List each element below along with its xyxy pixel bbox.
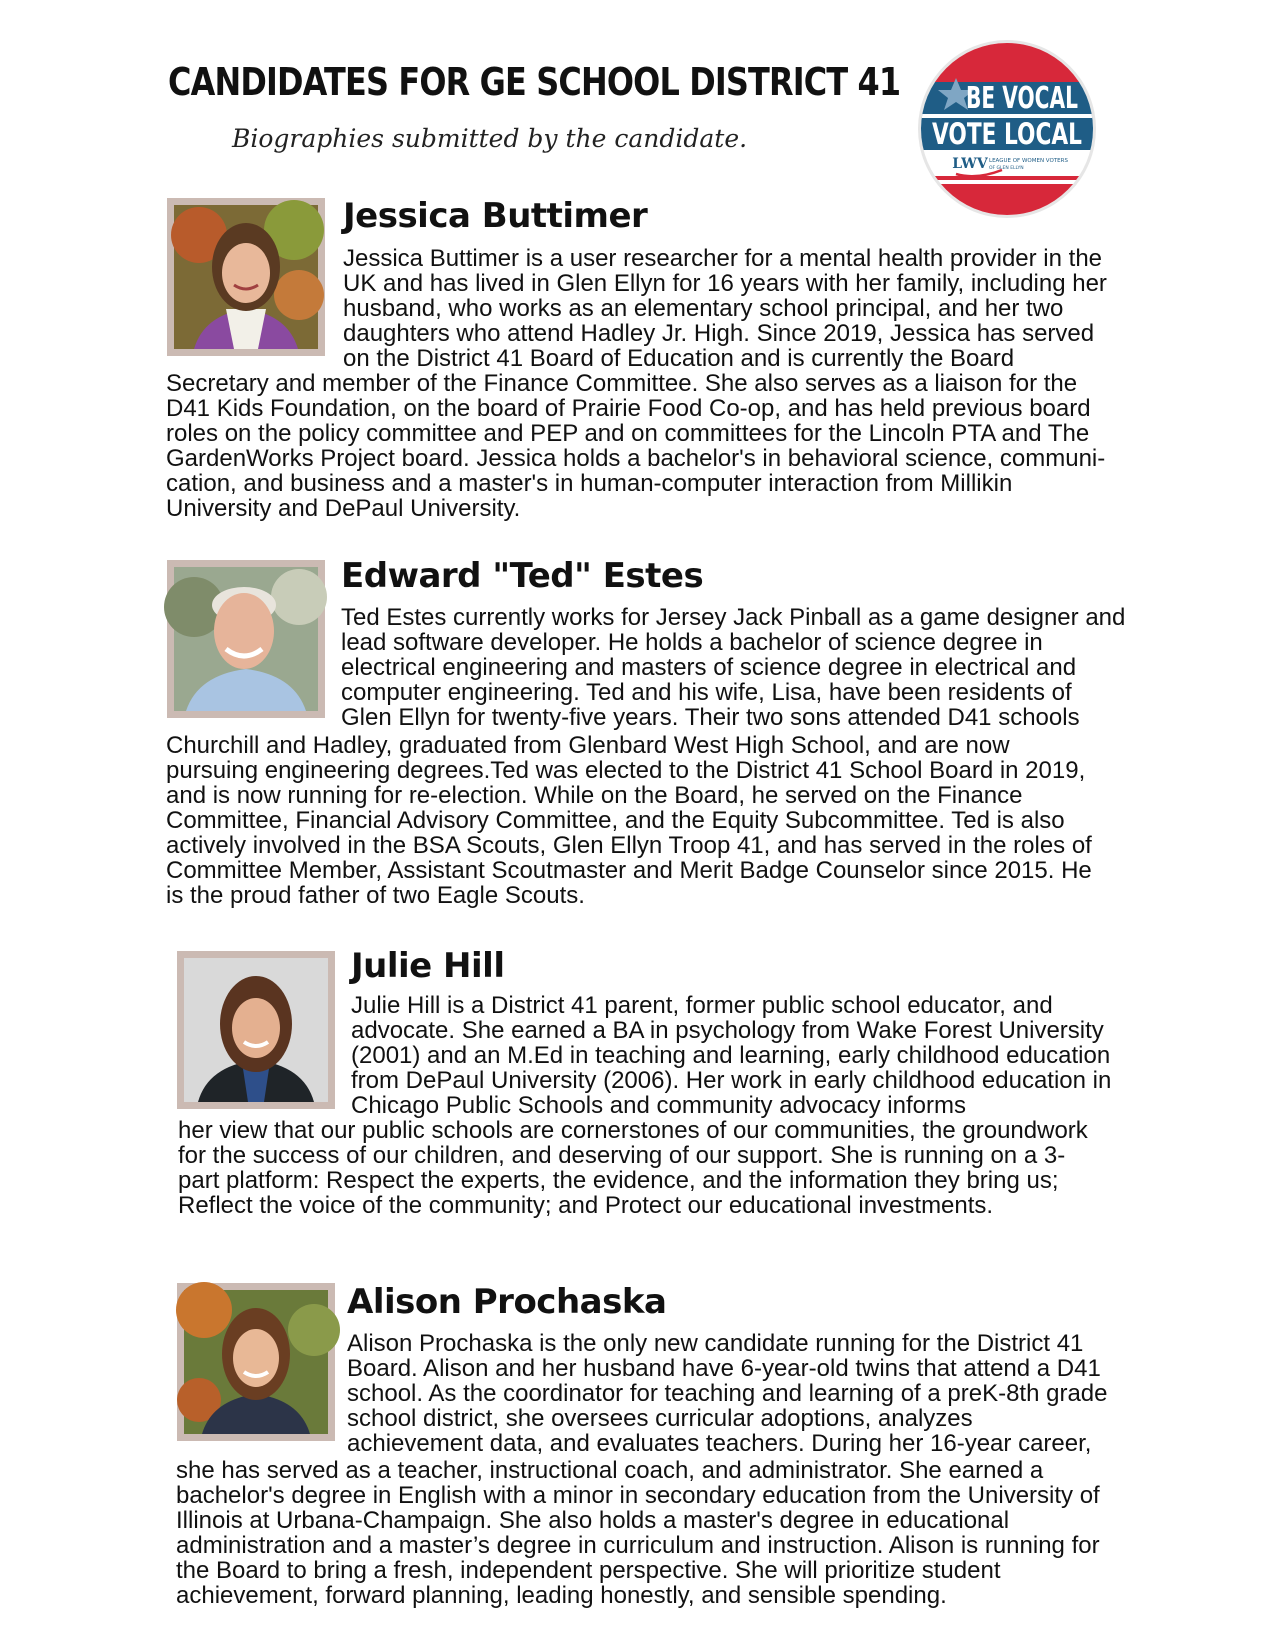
bio-line: D41 Kids Foundation, on the board of Prairie Food Co-op, and has held previous board <box>166 395 1091 422</box>
bio-line: is the proud father of two Eagle Scouts. <box>166 882 585 909</box>
bio-line: bachelor's degree in English with a minor in secondary education from the University of <box>176 1482 1100 1509</box>
logo-org-abbr: LWV <box>952 156 988 172</box>
bio-line: Board. Alison and her husband have 6-year-old twins that attend a D41 <box>347 1355 1101 1382</box>
bio-line: Churchill and Hadley, graduated from Glenbard West High School, and are now <box>166 732 1010 759</box>
page-title: CANDIDATES FOR GE SCHOOL DISTRICT 41 <box>168 60 901 104</box>
logo-line-1: BE VOCAL <box>966 81 1078 116</box>
bio-line: Julie Hill is a District 41 parent, former public school educator, and <box>351 992 1053 1019</box>
bio-line: cation, and business and a master's in human-computer interaction from Millikin <box>166 470 1013 497</box>
bio-line: GardenWorks Project board. Jessica holds a bachelor's in behavioral science, communi- <box>166 445 1106 472</box>
bio-line: husband, who works as an elementary school principal, and her two <box>343 295 1064 322</box>
bio-line: her view that our public schools are cornerstones of our communities, the groundwork <box>178 1117 1088 1144</box>
bio-line: Jessica Buttimer is a user researcher for a mental health provider in the <box>343 245 1103 272</box>
be-vocal-vote-local-logo <box>916 38 1098 220</box>
bio-line: Committee, Financial Advisory Committee, and the Equity Subcommittee. Ted is also <box>166 807 1065 834</box>
bio-line: Secretary and member of the Finance Committee. She also serves as a liaison for the <box>166 370 1078 397</box>
candidate-name: Julie Hill <box>351 946 505 986</box>
bio-line: roles on the policy committee and PEP and on committees for the Lincoln PTA and The <box>166 420 1090 447</box>
bio-line: (2001) and an M.Ed in teaching and learning, early childhood education <box>351 1042 1111 1069</box>
bio-line: pursuing engineering degrees.Ted was elected to the District 41 School Board in 2019, <box>166 757 1086 784</box>
bio-line: achievement, forward planning, leading honestly, and sensible spending. <box>176 1582 947 1609</box>
bio-line: Illinois at Urbana-Champaign. She also holds a master's degree in educational <box>176 1507 1010 1534</box>
bio-line: University and DePaul University. <box>166 495 521 522</box>
logo-org-name: LEAGUE OF WOMEN VOTERS <box>989 158 1068 164</box>
bio-line: UK and has lived in Glen Ellyn for 16 years with her family, including her <box>343 270 1107 297</box>
bio-line: Reflect the voice of the community; and Protect our educational investments. <box>178 1192 994 1219</box>
bio-line: school. As the coordinator for teaching and learning of a preK-8th grade <box>347 1380 1108 1407</box>
bio-line: on the District 41 Board of Education and is currently the Board <box>343 345 1015 372</box>
logo-org-sub: OF GLEN ELLYN <box>989 166 1024 171</box>
bio-line: for the success of our children, and deserving of our support. She is running on a 3- <box>178 1142 1066 1169</box>
logo-line-2: VOTE LOCAL <box>932 117 1082 151</box>
bio-line: daughters who attend Hadley Jr. High. Since 2019, Jessica has served <box>343 320 1095 347</box>
bio-line: administration and a master’s degree in curriculum and instruction. Alison is running for <box>176 1532 1100 1559</box>
bio-line: from DePaul University (2006). Her work in early childhood education in <box>351 1067 1112 1094</box>
bio-line: actively involved in the BSA Scouts, Glen Ellyn Troop 41, and has served in the roles of <box>166 832 1092 859</box>
bio-line: part platform: Respect the experts, the evidence, and the information they bring us; <box>178 1167 1059 1194</box>
candidate-photo <box>167 560 325 718</box>
candidate-name: Jessica Buttimer <box>343 196 648 236</box>
bio-line: electrical engineering and masters of science degree in electrical and <box>341 654 1077 681</box>
bio-line: Committee Member, Assistant Scoutmaster and Merit Badge Counselor since 2015. He <box>166 857 1092 884</box>
page-subtitle: Biographies submitted by the candidate. <box>232 124 748 153</box>
bio-line: achievement data, and evaluates teachers. During her 16-year career, <box>347 1430 1092 1457</box>
bio-line: Glen Ellyn for twenty-five years. Their two sons attended D41 schools <box>341 704 1080 731</box>
bio-line: Chicago Public Schools and community advocacy informs <box>351 1092 966 1119</box>
bio-line: and is now running for re-election. While on the Board, he served on the Finance <box>166 782 1023 809</box>
bio-line: the Board to bring a fresh, independent perspective. She will prioritize student <box>176 1557 1001 1584</box>
candidate-photo <box>177 951 335 1109</box>
bio-line: school district, she oversees curricular adoptions, analyzes <box>347 1405 973 1432</box>
bio-line: she has served as a teacher, instructional coach, and administrator. She earned a <box>176 1457 1044 1484</box>
bio-line: Ted Estes currently works for Jersey Jack Pinball as a game designer and <box>341 604 1126 631</box>
bio-line: advocate. She earned a BA in psychology from Wake Forest University <box>351 1017 1104 1044</box>
candidate-name: Alison Prochaska <box>347 1282 667 1322</box>
bio-line: Alison Prochaska is the only new candidate running for the District 41 <box>347 1330 1084 1357</box>
bio-line: computer engineering. Ted and his wife, Lisa, have been residents of <box>341 679 1072 706</box>
candidate-photo <box>167 198 325 356</box>
candidate-name: Edward "Ted" Estes <box>341 556 704 596</box>
bio-line: lead software developer. He holds a bachelor of science degree in <box>341 629 1043 656</box>
candidate-photo <box>177 1283 335 1441</box>
